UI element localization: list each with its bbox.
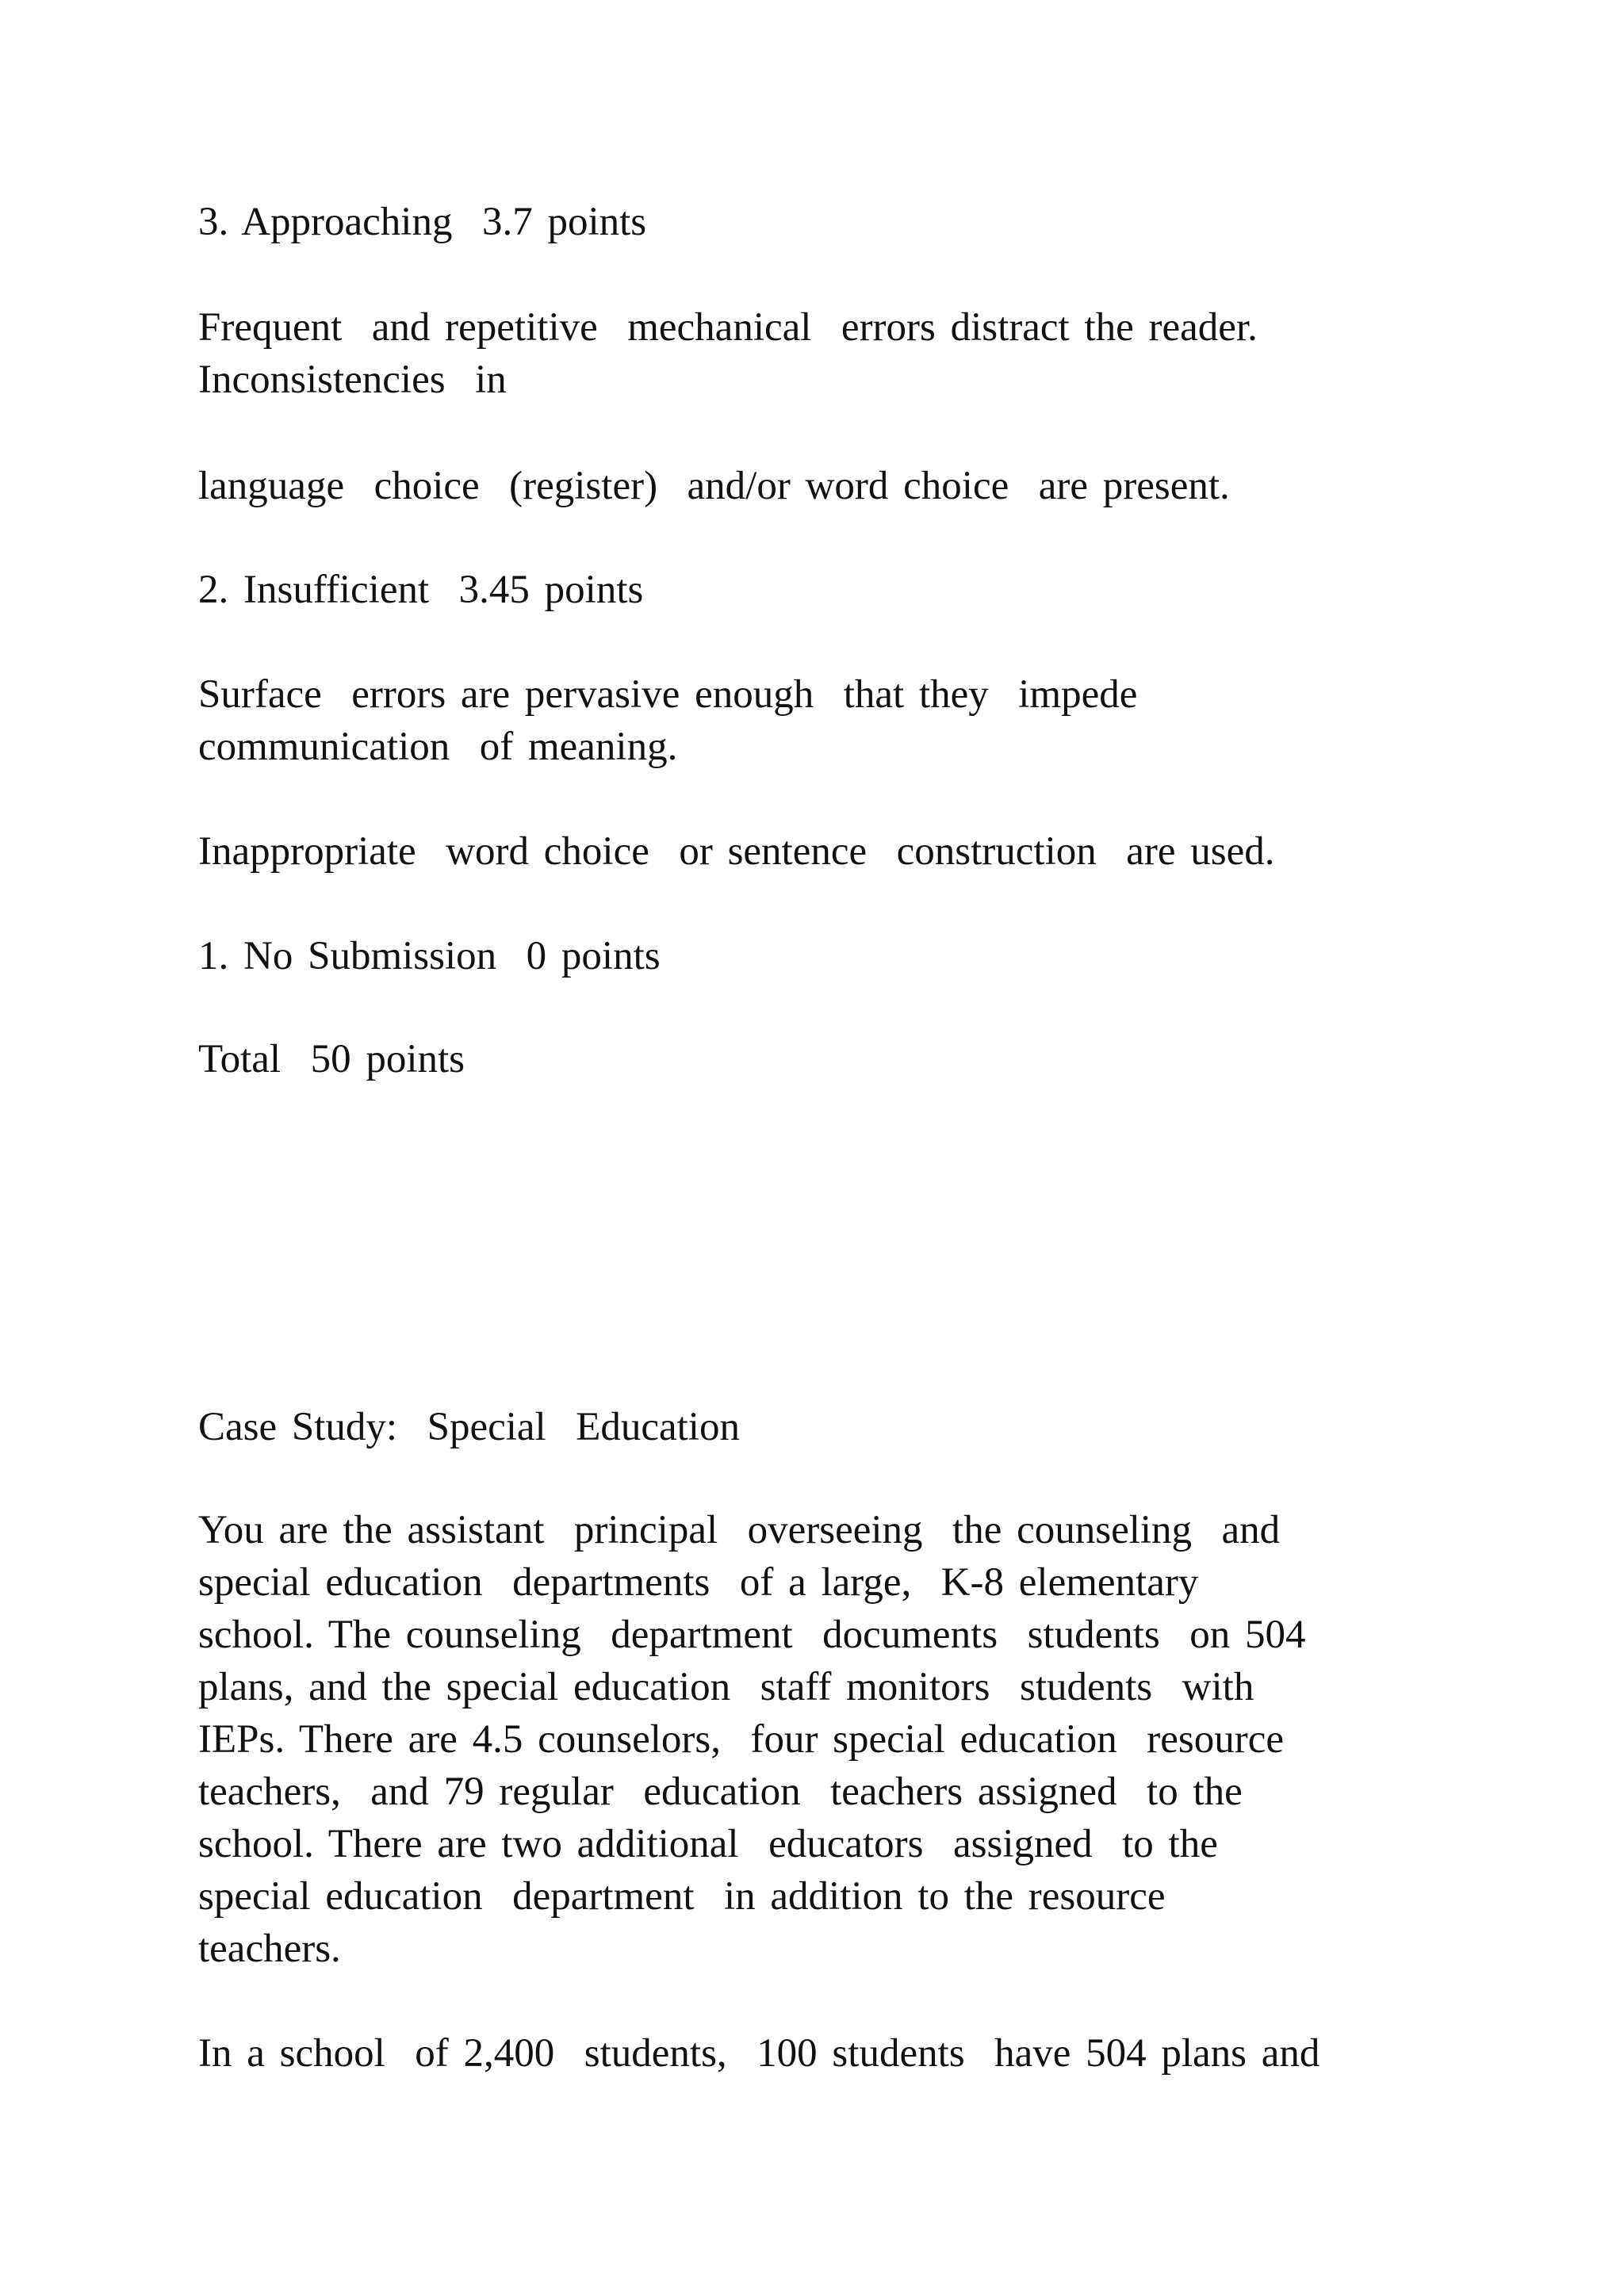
rubric-total: Total 50 points <box>198 1037 465 1081</box>
case-study-paragraph-1-line-7: school. There are two additional educators assigned to the <box>198 1822 1218 1866</box>
rubric-approaching-description-line-2: Inconsistencies in <box>198 358 507 402</box>
rubric-insufficient-heading: 2. Insufficient 3.45 points <box>198 568 644 612</box>
rubric-insufficient-description-line-1: Surface errors are pervasive enough that they impede <box>198 672 1138 717</box>
rubric-insufficient-description-line-3: Inappropriate word choice or sentence construction are used. <box>198 829 1275 874</box>
case-study-paragraph-1-line-3: school. The counseling department documents students on 504 <box>198 1613 1306 1657</box>
case-study-paragraph-1-line-4: plans, and the special education staff monitors students with <box>198 1665 1254 1709</box>
case-study-paragraph-1-line-1: You are the assistant principal overseeing the counseling and <box>198 1508 1281 1552</box>
rubric-insufficient-description-line-2: communication of meaning. <box>198 725 678 769</box>
case-study-paragraph-1-line-8: special education department in addition to the resource <box>198 1874 1166 1919</box>
case-study-paragraph-1-line-5: IEPs. There are 4.5 counselors, four special education resource <box>198 1717 1284 1762</box>
case-study-paragraph-1-line-9: teachers. <box>198 1927 341 1971</box>
case-study-paragraph-2-line-1: In a school of 2,400 students, 100 students have 504 plans and <box>198 2031 1320 2076</box>
rubric-approaching-heading: 3. Approaching 3.7 points <box>198 200 647 244</box>
rubric-approaching-description-line-1: Frequent and repetitive mechanical errors distract the reader. <box>198 305 1258 350</box>
case-study-paragraph-1-line-2: special education departments of a large, K-8 elementary <box>198 1560 1199 1605</box>
case-study-title: Case Study: Special Education <box>198 1405 740 1449</box>
rubric-no-submission: 1. No Submission 0 points <box>198 934 661 978</box>
rubric-approaching-description-line-3: language choice (register) and/or word choice are present. <box>198 464 1230 508</box>
case-study-paragraph-1-line-6: teachers, and 79 regular education teachers assigned to the <box>198 1770 1243 1814</box>
